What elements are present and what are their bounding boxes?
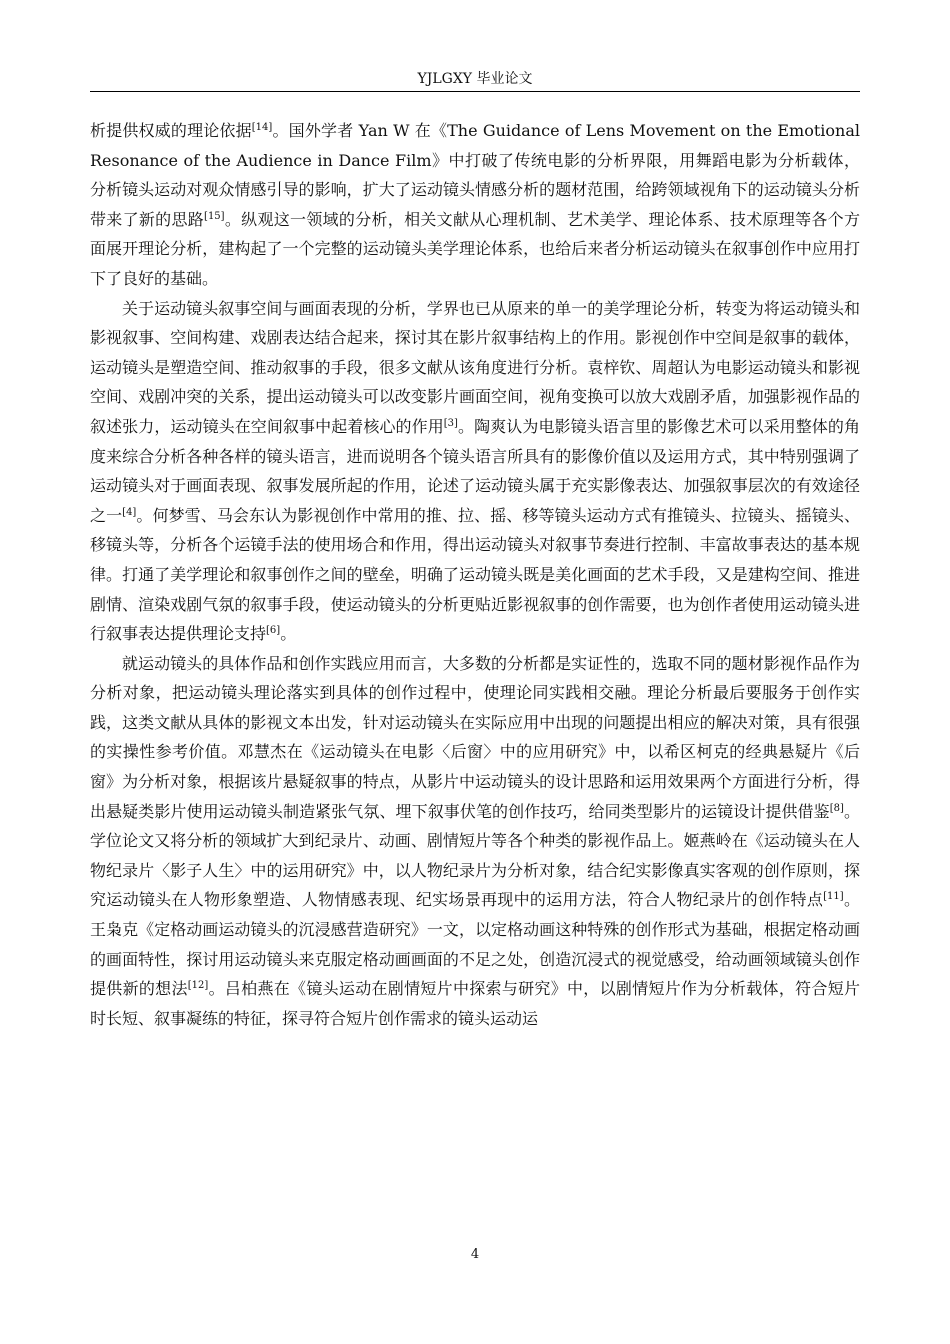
body-text — [90, 116, 860, 1033]
running-header: YJLGXY 毕业论文 — [417, 71, 533, 87]
text-run: 。王枭克《定格动画运动镜头的沉浸感营造研究》一文，以定格动画这种特殊的创作形式为基础，根据定格动画的画面特性，探讨用运动镜头来克服定格动画画面的不足之处，创造沉浸式的视觉感受，给动画领域镜头创作提供新的想法 — [90, 890, 860, 999]
citation-ref: [12] — [187, 980, 209, 992]
citation-ref: [14] — [251, 122, 273, 133]
text-run: 。何梦雪、马会东认为影视创作中常用的推、拉、摇、移等镜头运动方式有推镜头、拉镜头、摇镜头、移镜头等，分析各个运镜手法的使用场合和作用，得出运动镜头对叙事节奏进行控制、丰富故事表达的基本规律。打通了美学理论和叙事创作之间的壁垒，明确了运动镜头既是美化画面的艺术手段，又是建构空间、推进剧情、渲染戏剧气氛的叙事手段，使运动镜头的分析更贴近影视叙事的创作需要，也为创作者使用运动镜头进行叙事表达提供理论支持 — [90, 505, 860, 644]
citation-ref: [3] — [443, 417, 458, 429]
text-run: 析提供权威的理论依据 — [90, 121, 252, 140]
text-run: 。国外学者 Yan W 在《The Guidance of Lens Movement on the Emotional Resonance of the Audience in Dance Film》中打破了传统电影的分析界限，用舞蹈电影为分析载体，分析镜头运动对观众情感引导的影响，扩大了运动镜头情感分析的题材范围，给跨领域视角下的运动镜头分析带来了新的思路 — [90, 121, 860, 229]
text-run: 。纵观这一领域的分析，相关文献从心理机制、艺术美学、理论体系、技术原理等各个方面展开理论分析，建构起了一个完整的运动镜头美学理论体系，也给后来者分析运动镜头在叙事创作中应用打下了良好的基础。 — [90, 209, 860, 288]
page-number: 4 — [470, 1247, 480, 1262]
citation-ref: [11] — [823, 891, 844, 903]
text-run: 关于运动镜头叙事空间与画面表现的分析，学界也已从原来的单一的美学理论分析，转变为将运动镜头和影视叙事、空间构建、戏剧表达结合起来，探讨其在影片叙事结构上的作用。影视创作中空间是叙事的载体，运动镜头是塑造空间、推动叙事的手段，很多文献从该角度进行分析。袁梓钦、周超认为电影运动镜头和影视空间、戏剧冲突的关系，提出运动镜头可以改变影片画面空间，视角变换可以放大戏剧矛盾，加强影视作品的叙述张力，运动镜头在空间叙事中起着核心的作用 — [90, 298, 860, 436]
citation-ref: [15] — [204, 210, 225, 222]
text-run: 。学位论文又将分析的领域扩大到纪录片、动画、剧情短片等各个种类的影视作品上。姬燕岭在《运动镜头在人物纪录片〈影子人生〉中的运用研究》中，以人物纪录片为分析对象，结合纪实影像真实客观的创作原则，探究运动镜头在人物形象塑造、人物情感表现、纪实场景再现中的运用方法，符合人物纪录片的创作特点 — [90, 801, 860, 910]
citation-ref: [4] — [122, 506, 137, 518]
paragraph — [90, 294, 860, 649]
header-rule — [90, 91, 860, 92]
text-run: 就运动镜头的具体作品和创作实践应用而言，大多数的分析都是实证性的，选取不同的题材影视作品作为分析对象，把运动镜头理论落实到具体的创作过程中，使理论同实践相交融。理论分析最后要服务于创作实践，这类文献从具体的影视文本出发，针对运动镜头在实际应用中出现的问题提出相应的解决对策，具有很强的实操性参考价值。邓慧杰在《运动镜头在电影〈后窗〉中的应用研究》中，以希区柯克的经典悬疑片《后窗》为分析对象，根据该片悬疑叙事的特点，从影片中运动镜头的设计思路和运用效果两个方面进行分析，得出悬疑类影片使用运动镜头制造紧张气氛、埋下叙事伏笔的创作技巧，给同类型影片的运镜设计提供借鉴 — [90, 653, 860, 821]
citation-ref: [6] — [266, 625, 281, 637]
paragraph — [90, 649, 860, 1034]
citation-ref: [8] — [829, 802, 844, 814]
text-run: 。 — [280, 624, 297, 644]
text-run: 。陶爽认为电影镜头语言里的影像艺术可以采用整体的角度来综合分析各种各样的镜头语言，进而说明各个镜头语言所具有的影像价值以及运用方式，其中特别强调了运动镜头对于画面表现、叙事发展所起的作用，论述了运动镜头属于充实影像表达、加强叙事层次的有效途径之一 — [90, 416, 860, 525]
text-run: 。吕柏燕在《镜头运动在剧情短片中探索与研究》中，以剧情短片作为分析载体，符合短片时长短、叙事凝练的特征，探寻符合短片创作需求的镜头运动运 — [90, 979, 860, 1028]
paragraph — [90, 116, 860, 294]
